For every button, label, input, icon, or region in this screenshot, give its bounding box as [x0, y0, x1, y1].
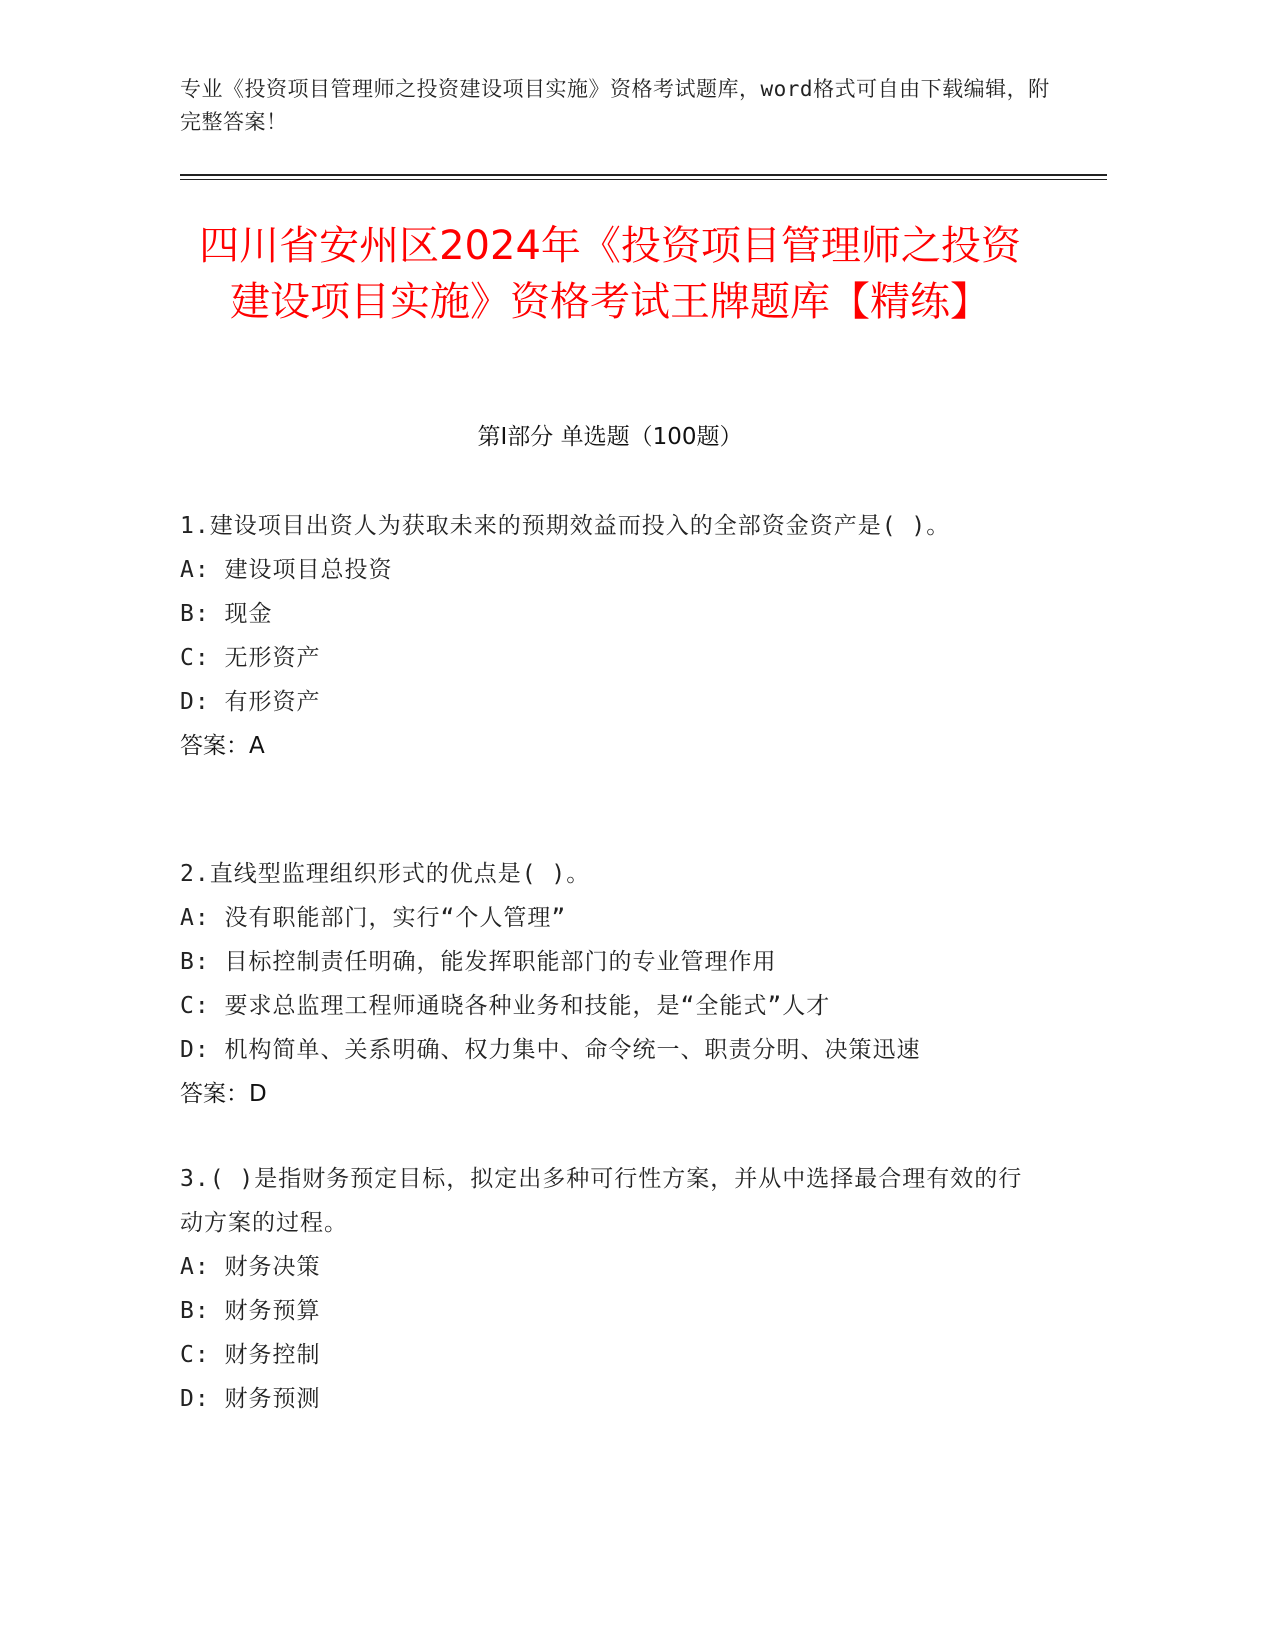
answer-line: 答案：D	[180, 1081, 267, 1107]
option-a: A: 财务决策	[180, 1254, 321, 1280]
option-c: C: 无形资产	[180, 645, 321, 671]
option-d: D: 有形资产	[180, 689, 321, 715]
answer-line: 答案：A	[180, 733, 265, 759]
header-divider	[180, 174, 1107, 176]
option-b: B: 现金	[180, 601, 273, 627]
header-divider-thin	[180, 179, 1107, 180]
question-stem: 2.直线型监理组织形式的优点是( )。	[180, 861, 591, 887]
option-d: D: 机构简单、关系明确、权力集中、命令统一、职责分明、决策迅速	[180, 1037, 921, 1063]
option-a: A: 建设项目总投资	[180, 557, 393, 583]
option-c: C: 要求总监理工程师通晓各种业务和技能，是“全能式”人才	[180, 993, 831, 1019]
question-item	[180, 852, 1040, 1116]
document-title: 四川省安州区2024年《投资项目管理师之投资建设项目实施》资格考试王牌题库【精练】	[199, 223, 1021, 325]
option-b: B: 目标控制责任明确，能发挥职能部门的专业管理作用	[180, 949, 777, 975]
question-item	[180, 1157, 1040, 1421]
option-b: B: 财务预算	[180, 1298, 321, 1324]
question-item	[180, 504, 1040, 768]
question-stem: 1.建设项目出资人为获取未来的预期效益而投入的全部资金资产是( )。	[180, 513, 951, 539]
option-c: C: 财务控制	[180, 1342, 321, 1368]
option-d: D: 财务预测	[180, 1386, 321, 1412]
option-a: A: 没有职能部门，实行“个人管理”	[180, 905, 567, 931]
question-stem: 3.( )是指财务预定目标，拟定出多种可行性方案，并从中选择最合理有效的行动方案的过程。	[180, 1166, 1023, 1236]
header-note: 专业《投资项目管理师之投资建设项目实施》资格考试题库，word格式可自由下载编辑，附完整答案！	[180, 77, 1050, 134]
section-heading: 第I部分 单选题（100题）	[477, 424, 743, 450]
